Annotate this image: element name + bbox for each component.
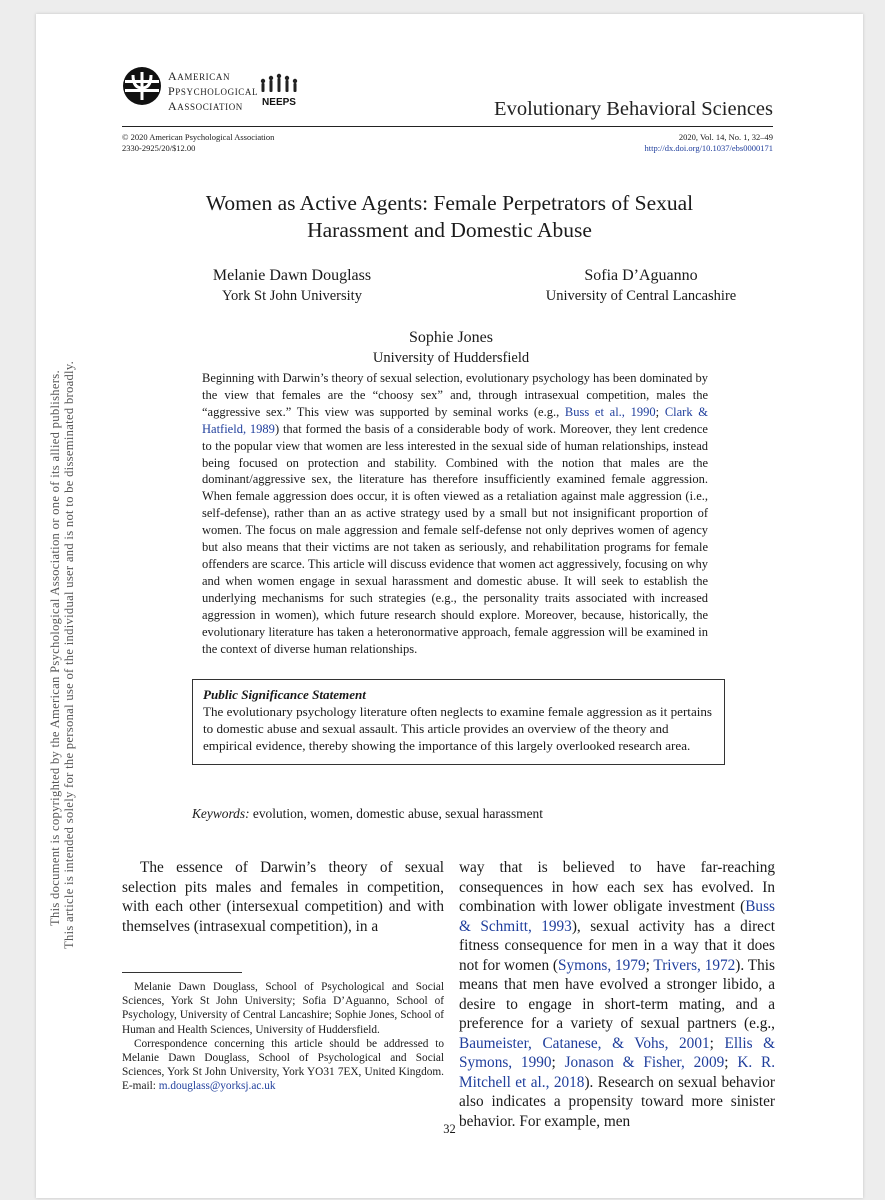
footnote-rule	[122, 972, 242, 973]
abstract: Beginning with Darwin’s theory of sexual selection, evolutionary psychology has been dominated by the view that females are the “choosy sex” and, through intrasexual competition, males the “aggressive sex.” This view was supported by seminal works (e.g., Buss et al., 1990; Clark & Hatfield, 1989) that formed the basis of a considerable body of work. Moreover, they lent credence to the popular view that women are less interested in the sexual side of human relationships, instead being focused on protection and stability. Combined with the notion that males are the dominant/aggressive sex, the literature has therefore insufficiently examined female aggression. When female aggression does occur, it is often viewed as a retaliation against male aggression (i.e., self-defense), rather than an as active strategy used by a small but not insignificant proportion of women. The focus on male aggression and female self-defense not only deprives women of agency but also means that their victims are not taken as seriously, and rehabilitation programs for female offenders are scarce. This article will discuss evidence that women act aggressively, focusing on why and when women engage in sexual harassment and domestic abuse. It will seek to establish the underlying mechanisms for such strategies (e.g., the personality traits associated with increased aggression in women), which future research should explore. Moreover, because, historically, the evolutionary literature has taken a heteronormative approach, female aggression will be examined in the context of diverse human relationships.	[202, 371, 709, 656]
article-page	[36, 14, 863, 1198]
citation-link[interactable]: Baumeister, Catanese, & Vohs, 2001	[459, 1034, 710, 1052]
copyright-watermark: This document is copyrighted by the American Psychological Association or one of its allied publishers.	[48, 370, 62, 926]
article-title: Women as Active Agents: Female Perpetrators of Sexual Harassment and Domestic Abuse	[205, 191, 694, 242]
apa-logo-icon	[122, 66, 162, 106]
citation-link[interactable]: Buss et al., 1990	[564, 404, 656, 419]
header-rule	[122, 126, 773, 127]
author-name: Sophie Jones	[409, 329, 493, 346]
neeps-text: NEEPS	[262, 97, 296, 108]
citation-link[interactable]: Trivers, 1972	[653, 956, 736, 974]
citation-link[interactable]: Ellis & Symons, 1990	[459, 1034, 775, 1071]
citation-link[interactable]: Buss & Schmitt, 1993	[459, 898, 775, 935]
keywords: Keywords: evolution, women, domestic abuse, sexual harassment	[192, 806, 543, 821]
neeps-logo-icon	[254, 72, 304, 110]
significance-heading: Public Significance Statement	[203, 687, 366, 702]
author-note-affiliations: Melanie Dawn Douglass, School of Psychological and Social Sciences, York St John University; Sofia D’Aguanno, School of Psychology, University of Central Lancashire; Sophie Jones, School of Human and Health Sciences, University of Huddersfield.	[122, 981, 444, 1036]
issn-line: 2330-2925/20/$12.00	[122, 142, 196, 153]
significance-text: The evolutionary psychology literature often neglects to examine female aggression as it pertains to domestic abuse and sexual assault. This article provides an overview of the theory and empirical evidence, thereby showing the importance of this largely overlooked research area.	[203, 704, 713, 753]
apa-wordmark: AAMERICAN PPSYCHOLOGICAL AASSOCIATION	[168, 69, 259, 113]
public-significance-box	[192, 679, 725, 765]
copyright-line: © 2020 American Psychological Association	[122, 132, 275, 142]
citation-link[interactable]: K. R. Mitchell et al., 2018	[459, 1054, 776, 1091]
author-note-correspondence: Correspondence concerning this article should be addressed to Melanie Dawn Douglass, School of Psychological and Social Sciences, York St John University, York YO31 7EX, United Kingdom. E-mail: m.douglass@yorksj.ac.uk	[122, 1037, 444, 1093]
body-paragraph: The essence of Darwin’s theory of sexual selection pits males and females in competition, with each other (intersexual competition) and with themselves (intrasexual competition), in a	[122, 859, 444, 935]
page-number: 32	[443, 1122, 456, 1136]
author-1	[172, 266, 412, 306]
author-name: Sofia D’Aguanno	[584, 267, 698, 284]
citation-link[interactable]: Jonason & Fisher, 2009	[564, 1054, 725, 1071]
citation-block	[644, 132, 773, 153]
author-name: Melanie Dawn Douglass	[212, 267, 372, 284]
body-column-left	[122, 858, 444, 936]
author-note	[122, 980, 444, 1094]
copyright-block	[122, 132, 274, 153]
email-link[interactable]: m.douglass@yorksj.ac.uk	[158, 1080, 276, 1093]
author-affiliation: York St John University	[222, 288, 362, 304]
doi-link[interactable]: http://dx.doi.org/10.1037/ebs0000171	[644, 142, 773, 153]
journal-title: Evolutionary Behavioral Sciences	[494, 98, 773, 120]
citation-link[interactable]: Symons, 1979	[558, 956, 646, 974]
usage-watermark: This article is intended solely for the personal use of the individual user and is not to be disseminated broadly.	[62, 360, 76, 949]
body-paragraph: way that is believed to have far-reaching consequences in how each sex has evolved. In combination with lower obligate investment (Buss & Schmitt, 1993), sexual activity has a direct fitness consequence for men in a way that it does not for women (Symons, 1979; Trivers, 1972). This means that men have evolved a stronger libido, a desire to engage in short-term mating, and a preference for a variety of sexual partners (e.g., Baumeister, Catanese, & Vohs, 2001; Ellis & Symons, 1990; Jonason & Fisher, 2009; K. R. Mitchell et al., 2018). Research on sexual behavior also indicates a propensity toward more sinister behavior. For example, men	[459, 859, 776, 1130]
author-3	[286, 328, 616, 368]
citation-link[interactable]: Clark & Hatfield, 1989	[202, 404, 709, 436]
body-column-right	[459, 858, 775, 1131]
author-affiliation: University of Huddersfield	[372, 350, 530, 366]
author-affiliation: University of Central Lancashire	[545, 288, 737, 304]
author-2	[506, 266, 776, 306]
citation-line: 2020, Vol. 14, No. 1, 32–49	[678, 132, 773, 142]
